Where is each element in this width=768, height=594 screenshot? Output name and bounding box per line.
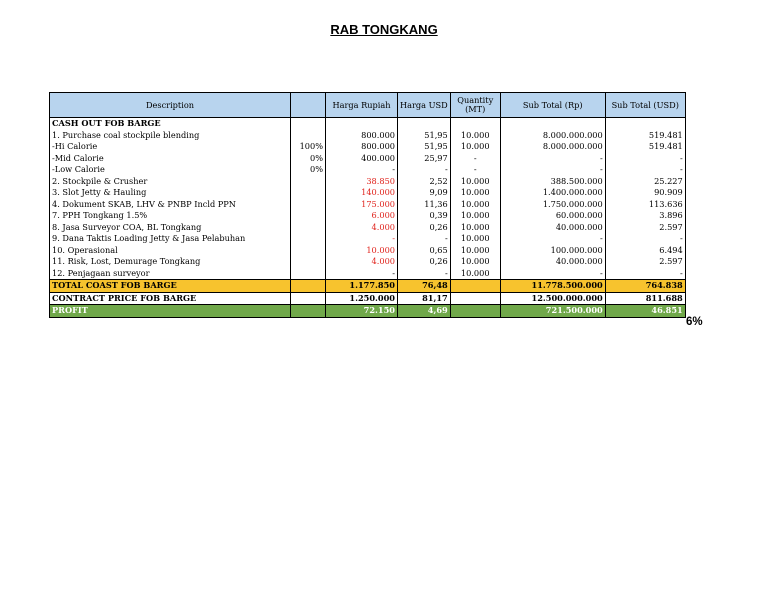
profit-harga-usd: 4,69 (398, 305, 451, 318)
row-percent (291, 130, 326, 142)
header-percent (291, 93, 326, 118)
row-percent (291, 199, 326, 211)
row-quantity: 10.000 (450, 268, 500, 280)
table-row (50, 199, 686, 211)
table-row (50, 233, 686, 245)
row-percent (291, 176, 326, 188)
row-sub-total-usd: 2.597 (605, 256, 685, 268)
row-quantity: 10.000 (450, 210, 500, 222)
row-description: 9. Dana Taktis Loading Jetty & Jasa Pelabuhan (50, 233, 291, 245)
header-quantity: Quantity (MT) (450, 93, 500, 118)
row-percent (291, 222, 326, 234)
contract-harga-rupiah: 1.250.000 (326, 292, 398, 305)
table-row (50, 245, 686, 257)
row-sub-total-rp: - (500, 233, 605, 245)
row-percent: 0% (291, 153, 326, 165)
contract-sub-total-usd: 811.688 (605, 292, 685, 305)
row-sub-total-usd: 3.896 (605, 210, 685, 222)
row-description: 8. Jasa Surveyor COA, BL Tongkang (50, 222, 291, 234)
row-harga-rupiah: 175.000 (326, 199, 398, 211)
row-sub-total-rp: 60.000.000 (500, 210, 605, 222)
row-description: 11. Risk, Lost, Demurage Tongkang (50, 256, 291, 268)
row-percent (291, 256, 326, 268)
row-description: 7. PPH Tongkang 1.5% (50, 210, 291, 222)
row-sub-total-rp: 1.400.000.000 (500, 187, 605, 199)
row-harga-rupiah: 4.000 (326, 222, 398, 234)
row-quantity: 10.000 (450, 199, 500, 211)
row-harga-rupiah: - (326, 233, 398, 245)
row-sub-total-rp: - (500, 153, 605, 165)
row-sub-total-usd: 2.597 (605, 222, 685, 234)
row-quantity: 10.000 (450, 245, 500, 257)
row-harga-rupiah: 800.000 (326, 141, 398, 153)
row-sub-total-usd: 6.494 (605, 245, 685, 257)
row-quantity: 10.000 (450, 233, 500, 245)
row-harga-usd: 0,26 (398, 256, 451, 268)
rab-table (49, 92, 686, 318)
contract-sub-total-rp: 12.500.000.000 (500, 292, 605, 305)
total-harga-rupiah: 1.177.850 (326, 280, 398, 293)
profit-percentage: 6% (686, 316, 703, 328)
header-row (50, 93, 686, 118)
row-sub-total-rp: 40.000.000 (500, 222, 605, 234)
total-harga-usd: 76,48 (398, 280, 451, 293)
header-sub-total-usd: Sub Total (USD) (605, 93, 685, 118)
row-percent (291, 268, 326, 280)
row-percent: 0% (291, 164, 326, 176)
row-description: -Mid Calorie (50, 153, 291, 165)
total-sub-total-rp: 11.778.500.000 (500, 280, 605, 293)
row-harga-usd: 9,09 (398, 187, 451, 199)
row-percent (291, 187, 326, 199)
table-row (50, 164, 686, 176)
row-sub-total-rp: 8.000.000.000 (500, 130, 605, 142)
row-sub-total-usd: 25.227 (605, 176, 685, 188)
row-sub-total-usd: 519.481 (605, 130, 685, 142)
row-sub-total-rp: 100.000.000 (500, 245, 605, 257)
total-sub-total-usd: 764.838 (605, 280, 685, 293)
row-description: -Low Calorie (50, 164, 291, 176)
row-harga-rupiah: 10.000 (326, 245, 398, 257)
header-description: Description (50, 93, 291, 118)
table-row (50, 210, 686, 222)
profit-harga-rupiah: 72.150 (326, 305, 398, 318)
row-sub-total-usd: - (605, 164, 685, 176)
row-harga-rupiah: 38.850 (326, 176, 398, 188)
row-sub-total-usd: 113.636 (605, 199, 685, 211)
row-harga-rupiah: 400.000 (326, 153, 398, 165)
header-harga-rupiah: Harga Rupiah (326, 93, 398, 118)
row-quantity: 10.000 (450, 130, 500, 142)
table-row (50, 268, 686, 280)
section-label: CASH OUT FOB BARGE (50, 118, 291, 130)
header-sub-total-rp: Sub Total (Rp) (500, 93, 605, 118)
row-description: 12. Penjagaan surveyor (50, 268, 291, 280)
table-row (50, 176, 686, 188)
row-quantity: - (450, 164, 500, 176)
header-harga-usd: Harga USD (398, 93, 451, 118)
row-harga-usd: 51,95 (398, 141, 451, 153)
row-description: -Hi Calorie (50, 141, 291, 153)
row-sub-total-usd: - (605, 268, 685, 280)
row-sub-total-rp: 1.750.000.000 (500, 199, 605, 211)
row-harga-usd: 11,36 (398, 199, 451, 211)
table-row (50, 130, 686, 142)
row-harga-rupiah: 4.000 (326, 256, 398, 268)
table-row (50, 256, 686, 268)
row-description: 3. Slot Jetty & Hauling (50, 187, 291, 199)
row-harga-rupiah: 800.000 (326, 130, 398, 142)
row-quantity: 10.000 (450, 141, 500, 153)
row-percent (291, 210, 326, 222)
row-harga-rupiah: 140.000 (326, 187, 398, 199)
table-row (50, 141, 686, 153)
table-row (50, 222, 686, 234)
row-sub-total-usd: - (605, 153, 685, 165)
row-harga-rupiah: - (326, 268, 398, 280)
row-percent (291, 233, 326, 245)
row-description: 10. Operasional (50, 245, 291, 257)
row-harga-usd: 25,97 (398, 153, 451, 165)
section-row (50, 118, 686, 130)
row-percent (291, 245, 326, 257)
table-row (50, 187, 686, 199)
profit-sub-total-usd: 46.851 (605, 305, 685, 318)
row-description: 4. Dokument SKAB, LHV & PNBP Incld PPN (50, 199, 291, 211)
row-description: 1. Purchase coal stockpile blending (50, 130, 291, 142)
row-harga-usd: 0,39 (398, 210, 451, 222)
row-percent: 100% (291, 141, 326, 153)
row-harga-usd: 51,95 (398, 130, 451, 142)
row-harga-usd: 0,65 (398, 245, 451, 257)
profit-row (50, 305, 686, 318)
row-sub-total-rp: 388.500.000 (500, 176, 605, 188)
row-harga-usd: - (398, 233, 451, 245)
row-quantity: - (450, 153, 500, 165)
contract-label: CONTRACT PRICE FOB BARGE (50, 292, 291, 305)
row-harga-usd: - (398, 164, 451, 176)
profit-sub-total-rp: 721.500.000 (500, 305, 605, 318)
row-harga-usd: - (398, 268, 451, 280)
total-row (50, 280, 686, 293)
row-sub-total-rp: 8.000.000.000 (500, 141, 605, 153)
total-label: TOTAL COAST FOB BARGE (50, 280, 291, 293)
row-harga-rupiah: 6.000 (326, 210, 398, 222)
row-sub-total-rp: - (500, 268, 605, 280)
contract-row (50, 292, 686, 305)
row-harga-usd: 0,26 (398, 222, 451, 234)
row-quantity: 10.000 (450, 256, 500, 268)
row-sub-total-usd: 90.909 (605, 187, 685, 199)
row-quantity: 10.000 (450, 222, 500, 234)
row-description: 2. Stockpile & Crusher (50, 176, 291, 188)
profit-label: PROFIT (50, 305, 291, 318)
page-title: RAB TONGKANG (330, 22, 438, 37)
row-harga-rupiah: - (326, 164, 398, 176)
table-row (50, 153, 686, 165)
row-sub-total-rp: - (500, 164, 605, 176)
row-quantity: 10.000 (450, 176, 500, 188)
row-sub-total-usd: - (605, 233, 685, 245)
contract-harga-usd: 81,17 (398, 292, 451, 305)
row-harga-usd: 2,52 (398, 176, 451, 188)
row-sub-total-rp: 40.000.000 (500, 256, 605, 268)
row-quantity: 10.000 (450, 187, 500, 199)
row-sub-total-usd: 519.481 (605, 141, 685, 153)
